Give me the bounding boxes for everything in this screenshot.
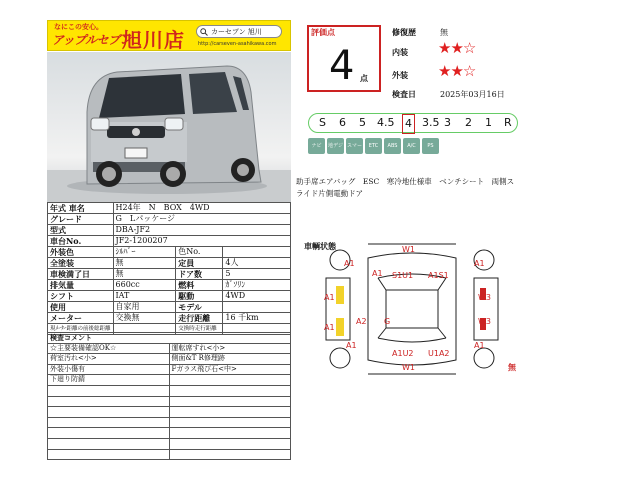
scale-item: R [504,116,512,129]
comment-cell [169,417,291,428]
spec-value: 4人 [223,258,291,269]
condition-mark: W1 [402,245,415,254]
spec-value: 4WD [223,291,291,302]
spec-label: 燃料 [176,280,223,291]
condition-mark: W3 [478,293,491,302]
table-row [48,291,291,302]
table-row [48,364,291,375]
comment-cell [169,428,291,439]
condition-mark: A1 [346,341,357,350]
comment-cell: 下廻り防錆 [48,375,170,386]
table-row [48,203,291,214]
banner-search-text: カーセブン 旭川 [211,28,262,36]
spec-label: グレード [48,214,114,225]
spec-label: 車検満了日 [48,269,114,280]
equipment-text: 助手席エアバッグ ESC 寒冷地仕様車 ベンチシート 両側スライド片側電動ドア [296,177,515,198]
spec-value: DBA-JF2 [113,225,290,236]
comments-title: 検査コメント [48,333,291,344]
spec-label: 駆動 [176,291,223,302]
banner-shop-name: 旭川店 [122,28,185,52]
search-icon [200,28,208,36]
evaluation-score: 4 [329,43,355,89]
condition-mark: U1A2 [428,349,450,358]
spec-value: G Lパッケージ [113,214,290,225]
car-photo [47,52,291,202]
table-row [48,417,291,428]
comment-cell [48,438,170,449]
table-row [48,214,291,225]
table-row [48,354,291,365]
spec-label: 年式 車名 [48,203,114,214]
spec-label: メーター [48,313,114,324]
comment-cell [169,385,291,396]
inspection-comments [47,332,291,460]
comment-cell [169,438,291,449]
condition-mark: A1 [474,259,485,268]
spec-label: 走行距離 [176,313,223,324]
spec-label: シフト [48,291,114,302]
equipment-icon: ナビ [308,138,325,154]
spec-value: 交換無 [113,313,176,324]
equipment-icon: 地デジ [327,138,344,154]
scale-item: 2 [465,116,472,129]
comment-cell [48,385,170,396]
scale-item: 4 [402,114,415,134]
spec-value [223,247,291,258]
spec-table [47,202,291,335]
spec-value: H24年 N BOX 4WD [113,203,290,214]
table-row [48,396,291,407]
grade-value-repair: 無 [440,28,448,37]
banner-url: http://carseven-asahikawa.com [198,41,277,47]
grade-label-repair: 修復歴 [392,27,416,37]
spec-value: ｼﾙﾊﾞｰ [113,247,176,258]
table-row [48,428,291,439]
table-row [48,375,291,386]
condition-mark: A1 [372,269,383,278]
interior-stars: ★★☆ [438,39,476,57]
spec-value: 自家用 [113,302,176,313]
evaluation-score-box [307,25,381,92]
spec-value: 5 [223,269,291,280]
table-row [48,313,291,324]
spec-value: 無 [113,269,176,280]
spec-value: 無 [113,258,176,269]
banner-tagline: なにこの安心。 [54,23,103,31]
comment-cell [169,375,291,386]
comment-cell: 荷室汚れ<小> [48,354,170,365]
grade-label-inspection-date: 検査日 [392,89,416,99]
table-row [48,302,291,313]
table-row [48,258,291,269]
scale-item: 1 [485,116,492,129]
comment-cell [169,396,291,407]
spec-label: 現ﾒｰﾀｰ距離の前後総距離 [48,324,114,335]
table-row [48,449,291,460]
exterior-stars: ★★☆ [438,62,476,80]
table-row [48,225,291,236]
scale-item: 6 [339,116,346,129]
condition-mark: S1U1 [392,271,414,280]
scale-item: S [319,116,326,129]
evaluation-label: 評価点 [311,27,335,37]
banner-logo: アップルセブン [52,33,131,47]
spec-value: JF2-1200207 [113,236,290,247]
spec-label: 使用 [48,302,114,313]
spec-label: 車台No. [48,236,114,247]
condition-diagram [306,238,518,380]
comment-cell: Fガラス飛び石<中> [169,364,291,375]
equipment-icon: ETC [365,138,382,154]
spec-label: ドア数 [176,269,223,280]
table-row [48,438,291,449]
table-row [48,407,291,418]
scale-item: 3.5 [422,116,440,129]
comment-cell: 外装小傷有 [48,364,170,375]
spec-value: ｶﾞｿﾘﾝ [223,280,291,291]
scale-item: 5 [359,116,366,129]
condition-mark: W3 [478,317,491,326]
comment-cell [48,396,170,407]
equipment-icon: A/C [403,138,420,154]
equipment-icon: スマート [346,138,363,154]
spec-label: 全塗装 [48,258,114,269]
spec-value: 16 千km [223,313,291,324]
scale-item: 4.5 [377,116,395,129]
none-label: 無 [508,362,516,372]
condition-mark: A1 [324,323,335,332]
comment-cell [169,407,291,418]
table-row [48,236,291,247]
table-row [48,343,291,354]
banner-search-box [196,25,282,38]
spec-label: モデル [176,302,223,313]
table-row [48,385,291,396]
comment-cell [48,417,170,428]
grade-scale [308,113,518,133]
equipment-icon: ABS [384,138,401,154]
table-row [48,247,291,258]
spec-label: 外装色 [48,247,114,258]
condition-title: 車輌状態 [304,241,336,251]
spec-value: IAT [113,291,176,302]
spec-label: 排気量 [48,280,114,291]
table-row [48,280,291,291]
condition-mark: A1 [344,259,355,268]
condition-mark: A2 [356,317,367,326]
comment-cell: ☆主要装備確認OK☆ [48,343,170,354]
evaluation-unit: 点 [360,73,368,83]
condition-mark: W1 [402,363,415,372]
condition-mark: A1S1 [428,271,449,280]
spec-value: 660cc [113,280,176,291]
spec-label: 型式 [48,225,114,236]
comment-cell: 運転席すれ<小> [169,343,291,354]
table-row [48,269,291,280]
condition-mark: A1U2 [392,349,414,358]
spec-label: 交換時走行距離 [176,324,223,335]
comment-cell [48,407,170,418]
condition-mark: A1 [324,293,335,302]
inspection-date: 2025年03月16日 [440,90,505,99]
spec-value [223,302,291,313]
grade-label-exterior: 外装 [392,70,408,80]
condition-mark: A1 [474,341,485,350]
spec-label: 定員 [176,258,223,269]
table-row [48,333,291,344]
equipment-icon: PS [422,138,439,154]
comment-cell [48,428,170,439]
scale-item: 3 [444,116,451,129]
comment-cell: 側面&T R修理跡 [169,354,291,365]
grade-label-interior: 内装 [392,47,408,57]
comment-cell [48,449,170,460]
condition-mark: G [384,317,391,326]
shop-banner [47,20,291,51]
comment-cell [169,449,291,460]
spec-label: 色No. [176,247,223,258]
